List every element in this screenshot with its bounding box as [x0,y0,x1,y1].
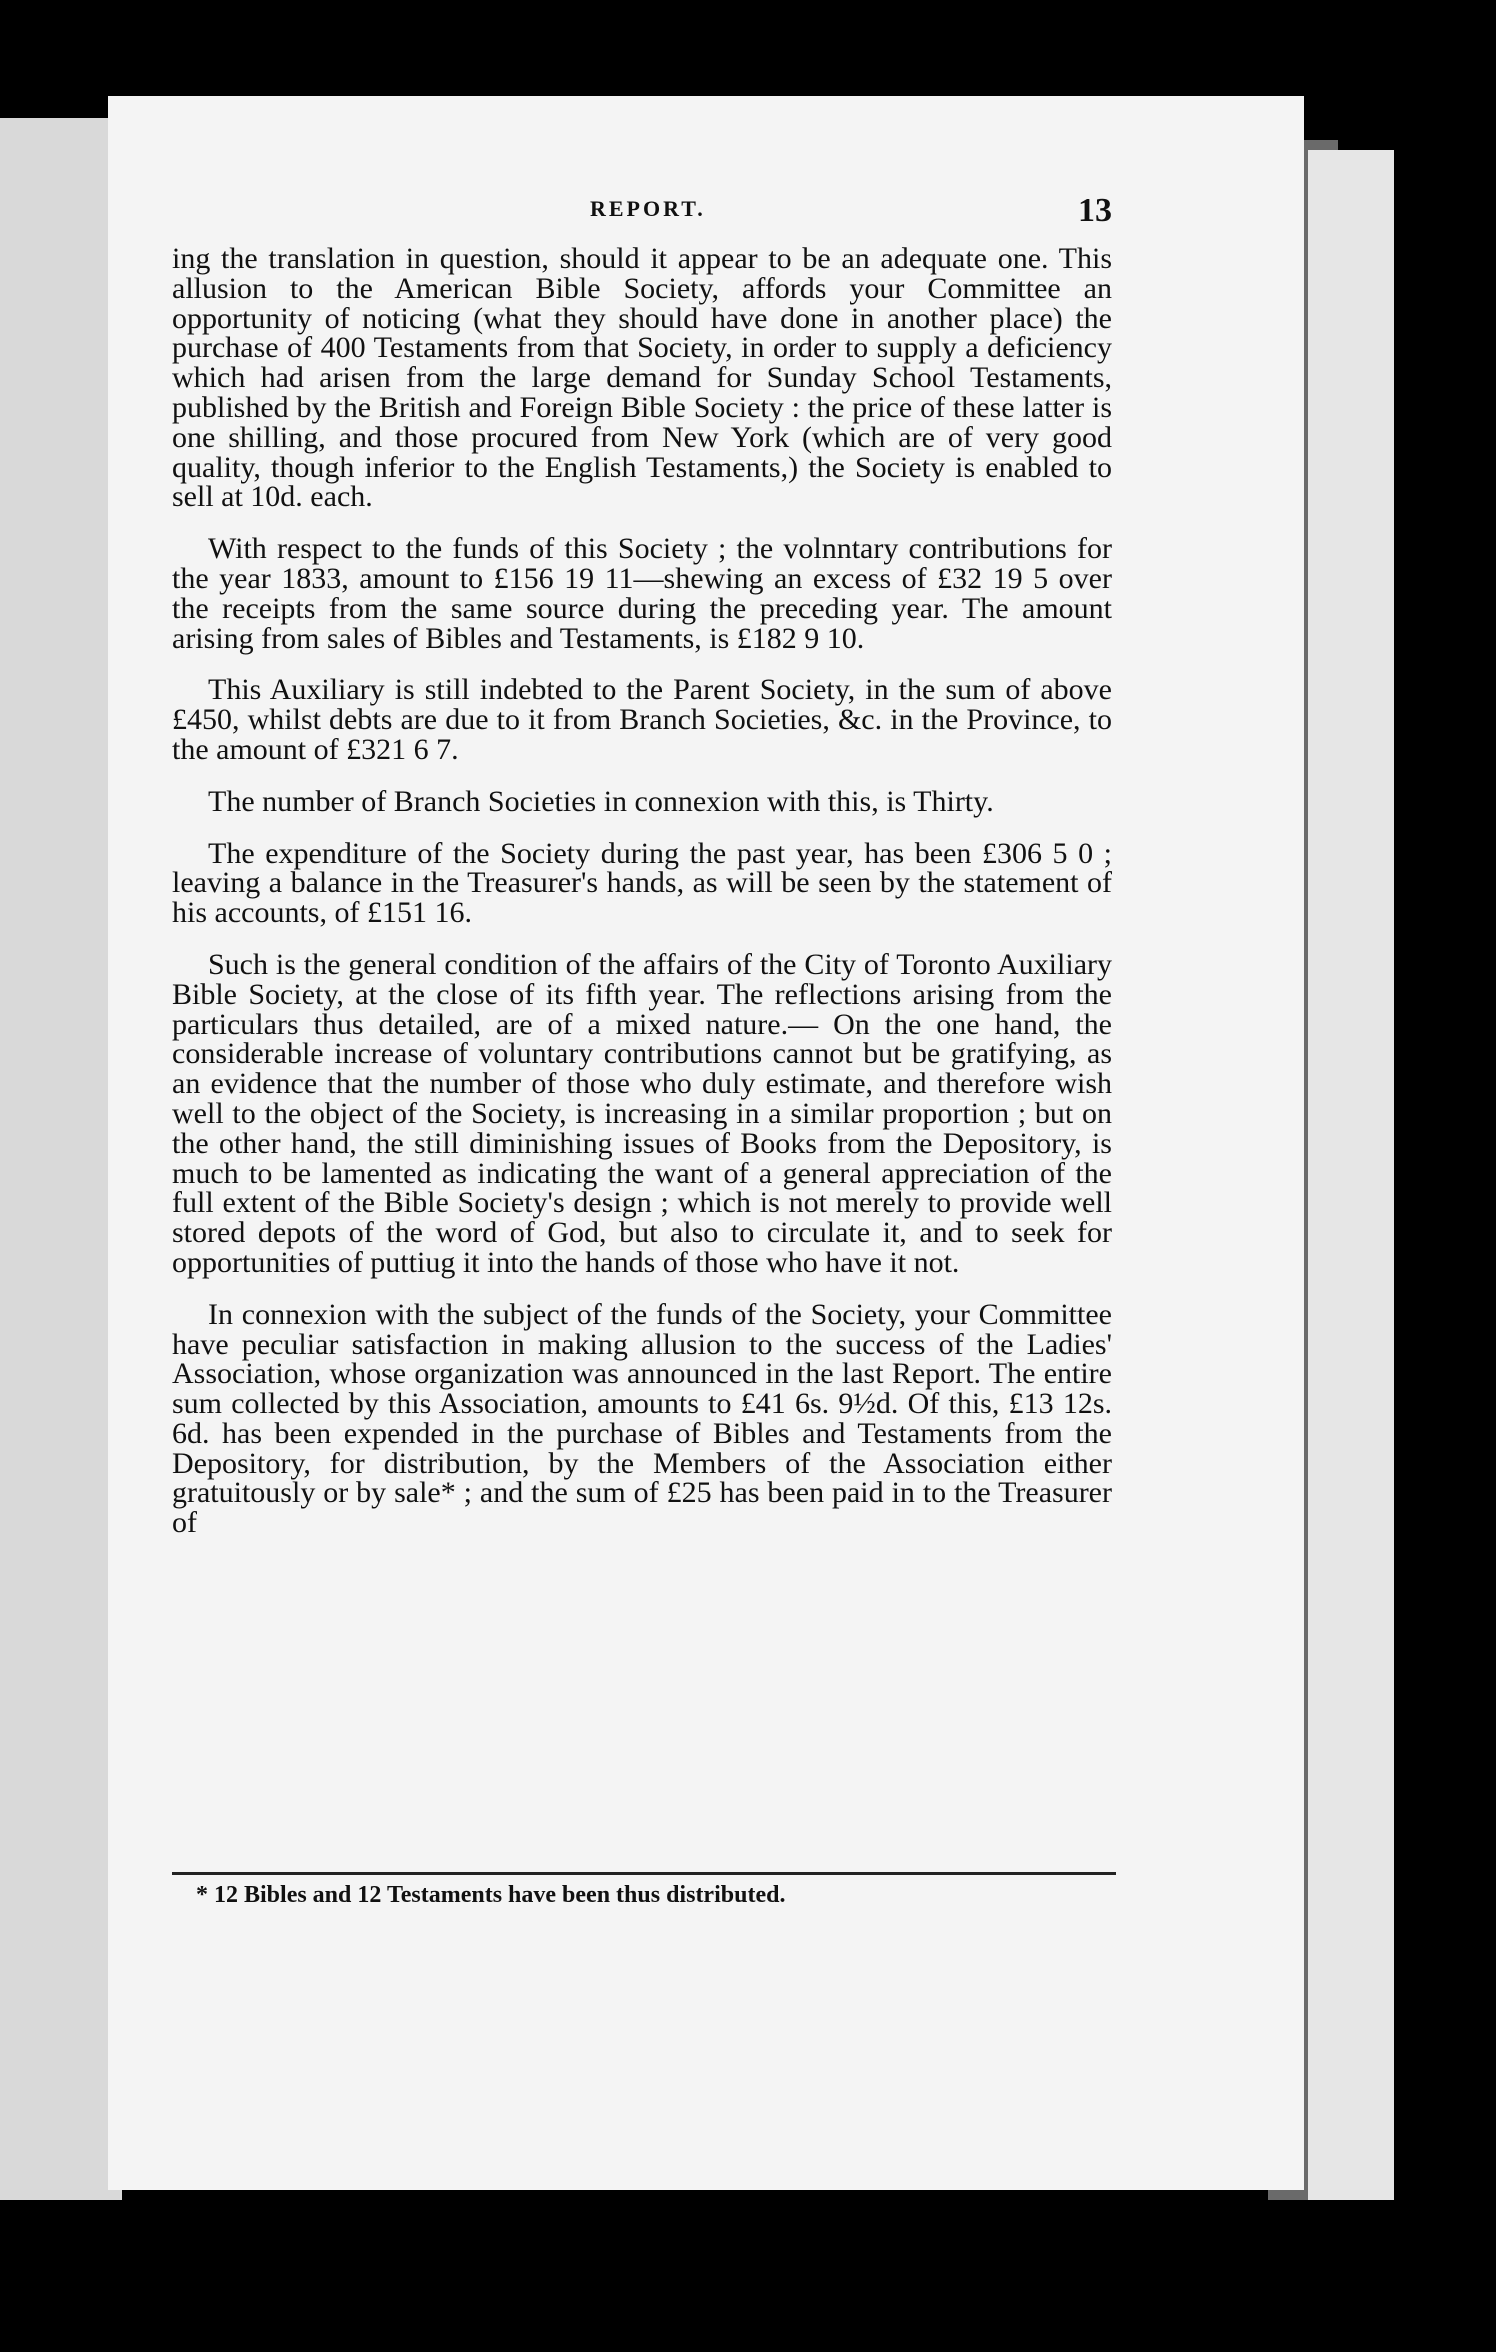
paragraph-branch-societies: The number of Branch Societies in connexion with this, is Thirty. [208,784,994,818]
paragraph-general-condition: Such is the general condition of the affairs of the City of Toronto Auxiliary Bible Society, at the close of its fifth year. The reflections arising from the particulars thus detailed, are of a mixed nature.— On the one hand, the considerable increase of voluntary contributions cannot but be gratifying, as an evidence that the number of those who duly estimate, and therefore wish well to the object of the Society, is increasing in a similar proportion ; but on the other hand, the still diminishing issues of Books from the Depository, is much to be lamented as indicating the want of a general appreciation of the full extent of the Bible Society's design ; which is not merely to provide well stored depots of the word of God, but also to circulate it, and to seek for opportunities of puttiug it into the hands of those who have it not. [172,947,1112,1279]
body-text [172,244,1112,1538]
paragraph-ladies-association: In connexion with the subject of the funds of the Society, your Committee have peculiar satisfaction in making allusion to the success of the Ladies' Association, whose organization was announced in the last Report. The entire sum collected by this Association, amounts to £41 6s. 9½d. Of this, £13 12s. 6d. has been expended in the purchase of Bibles and Testaments from the Depository, for distribution, by the Members of the Association either gratuitously or by sale* ; and the sum of £25 has been paid in to the Treasurer of [172,1297,1112,1540]
book-page [108,96,1304,2190]
page-stack-edge [1308,150,1394,2200]
paragraph-continuation: ing the translation in question, should it appear to be an adequate one. This allusion to the American Bible Society, affords your Committee an opportunity of noticing (what they should have done in another place) the purchase of 400 Testaments from that Society, in order to supply a deficiency which had arisen from the large demand for Sunday School Testaments, published by the British and Foreign Bible Society : the price of these latter is one shilling, and those procured from New York (which are of very good quality, though inferior to the English Testaments,) the Society is enabled to sell at 10d. each. [172,242,1112,514]
running-head: REPORT. [590,196,706,221]
paragraph-debt: This Auxiliary is still indebted to the Parent Society, in the sum of above £450, whilst debts are due to it from Branch Societies, &c. in the Province, to the amount of £321 6 7. [172,673,1112,766]
paragraph-expenditure: The expenditure of the Society during the past year, has been £306 5 0 ; leaving a balance in the Treasurer's hands, as will be seen by the statement of his accounts, of £151 16. [172,836,1112,930]
footnote: * 12 Bibles and 12 Testaments have been thus distributed. [196,1882,786,1908]
footnote-rule [172,1872,1116,1875]
page-header [108,192,1304,236]
page-number: 13 [1078,192,1112,229]
paragraph-funds: With respect to the funds of this Society ; the volnntary contributions for the year 1833, amount to £156 19 11—shewing an excess of £32 19 5 over the receipts from the same source during the preceding year. The amount arising from sales of Bibles and Testaments, is £182 9 10. [172,532,1112,655]
facing-page-edge [0,118,122,2200]
